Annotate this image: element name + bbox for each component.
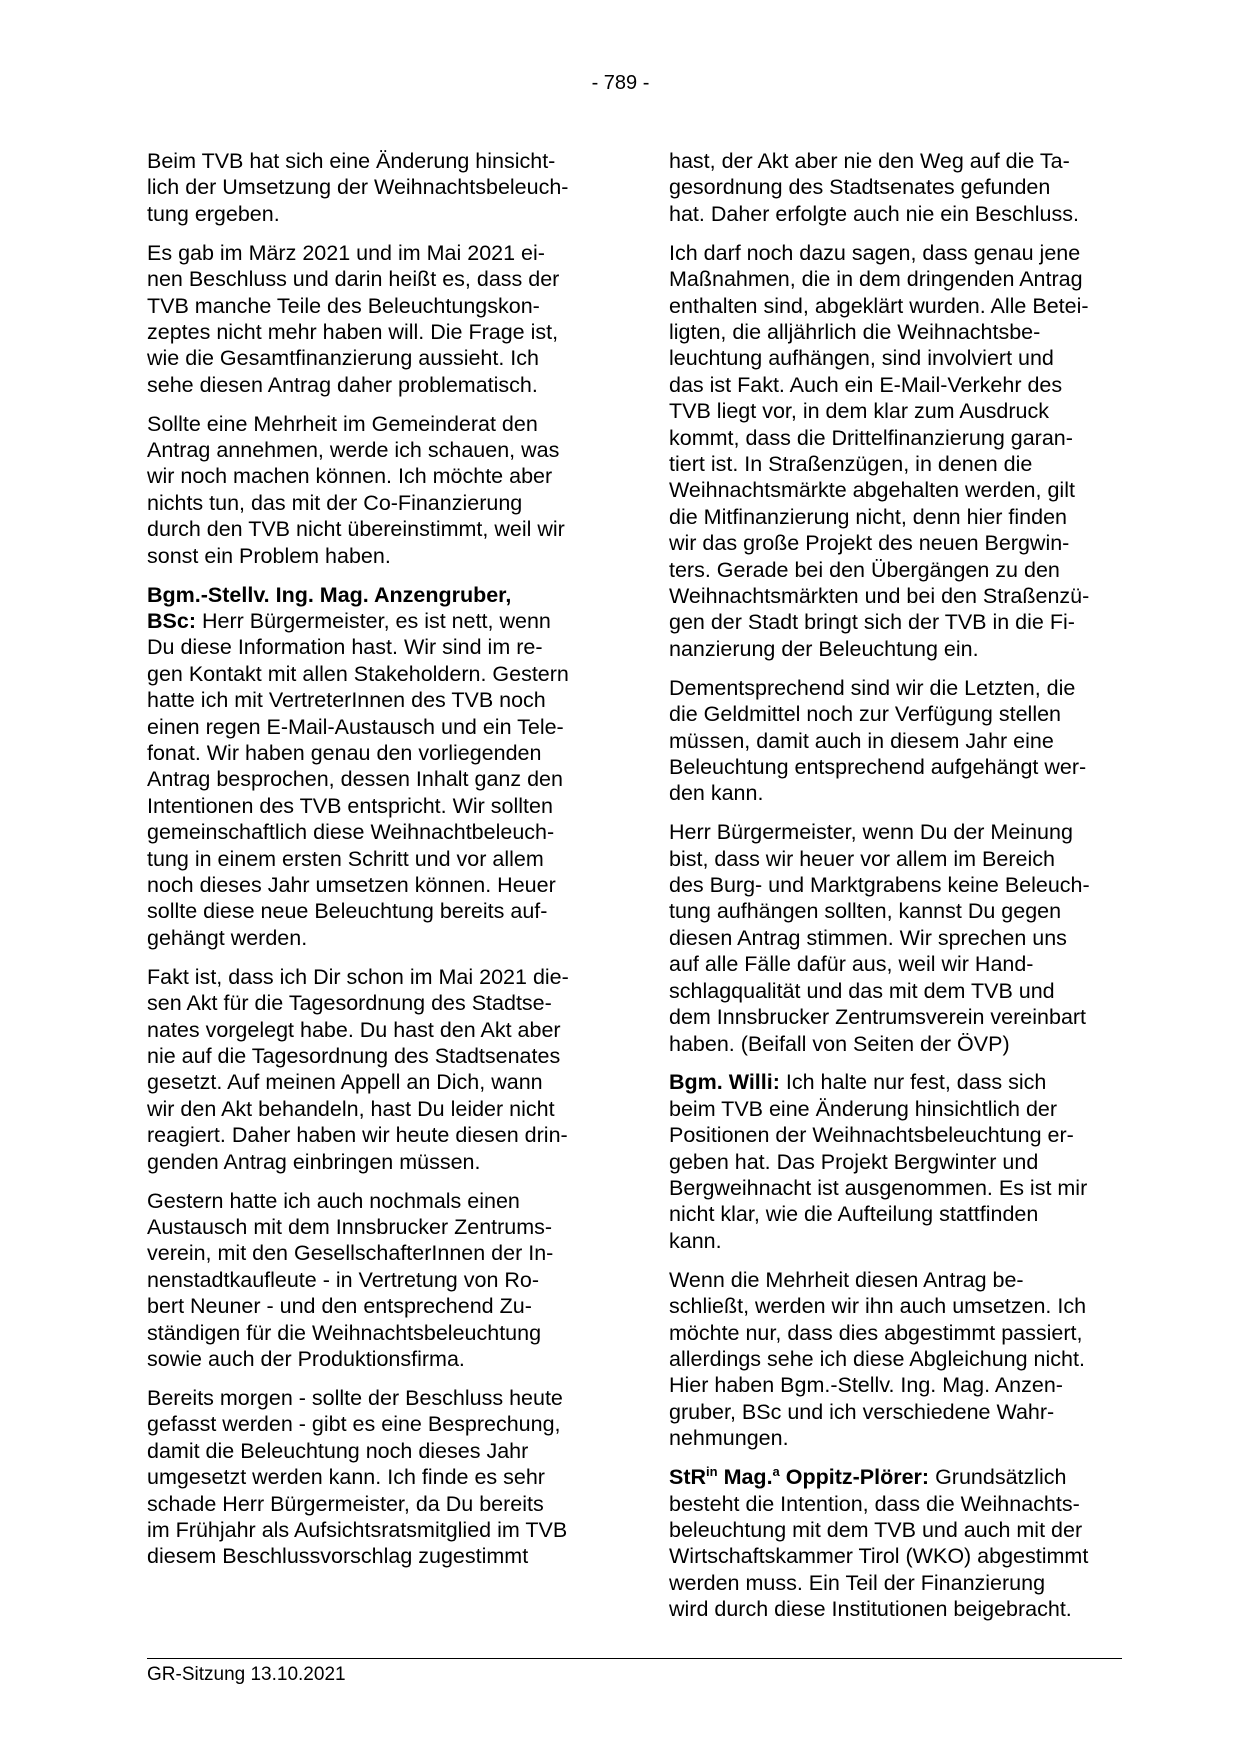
text-line: Weihnachtsmärkte abgehalten werden, gilt: [669, 478, 1075, 503]
paragraph: [147, 1188, 605, 1373]
text-line: tiert ist. In Straßenzügen, in denen die: [669, 451, 1033, 476]
text-line: wir noch machen können. Ich möchte aber: [147, 464, 553, 489]
paragraph: [669, 1267, 1127, 1452]
text-line: ters. Gerade bei den Übergängen zu den: [669, 557, 1060, 582]
speaker-text: Herr Bürgermeister, es ist nett, wenn: [195, 609, 551, 633]
text-line: das ist Fakt. Auch ein E-Mail-Verkehr des: [669, 372, 1063, 397]
text-line: Antrag besprochen, dessen Inhalt ganz den: [147, 767, 563, 792]
right-column: [669, 148, 1127, 1635]
text-line: damit die Beleuchtung noch dieses Jahr: [147, 1438, 529, 1463]
text-line: zeptes nicht mehr haben will. Die Frage ist,: [147, 319, 559, 344]
paragraph: [669, 675, 1127, 807]
speaker-name: Bgm.-Stellv. Ing. Mag. Anzengruber,: [147, 582, 512, 607]
text-line: Es gab im März 2021 und im Mai 2021 ei-: [147, 240, 545, 265]
text-line: sowie auch der Produktionsfirma.: [147, 1346, 465, 1371]
text-line: gesordnung des Stadtsenates gefunden: [669, 175, 1051, 200]
text-line: bist, dass wir heuer vor allem im Bereich: [669, 846, 1055, 871]
text-line: noch dieses Jahr umsetzen können. Heuer: [147, 873, 556, 898]
text-line: sehe diesen Antrag daher problematisch.: [147, 372, 538, 397]
text-line: diesen Antrag stimmen. Wir sprechen uns: [669, 925, 1067, 950]
text-line: nanzierung der Beleuchtung ein.: [669, 636, 979, 661]
text-line: des Burg- und Marktgrabens keine Beleuch-: [669, 873, 1090, 898]
text-line: schlagqualität und das mit dem TVB und: [669, 978, 1055, 1003]
speaker-paragraph-anzengruber: [147, 582, 605, 952]
text-line: reagiert. Daher haben wir heute diesen drin-: [147, 1123, 568, 1148]
text-line: kann.: [669, 1228, 722, 1253]
text-line: Positionen der Weihnachtsbeleuchtung er-: [669, 1123, 1074, 1148]
text-line: sollte diese neue Beleuchtung bereits auf-: [147, 899, 548, 924]
text-line: ständigen für die Weihnachtsbeleuchtung: [147, 1320, 542, 1345]
text-line: durch den TVB nicht übereinstimmt, weil wir: [147, 517, 565, 542]
text-line: sonst ein Problem haben.: [147, 543, 391, 568]
text-line: gen der Stadt bringt sich der TVB in die Fi-: [669, 610, 1075, 635]
text-line: wir den Akt behandeln, hast Du leider nicht: [147, 1096, 555, 1121]
text-line: enthalten sind, abgeklärt wurden. Alle Betei-: [669, 293, 1089, 318]
page-number: - 789 -: [591, 72, 650, 94]
text-line: wir das große Projekt des neuen Bergwin-: [669, 531, 1070, 556]
text-line: allerdings sehe ich diese Abgleichung nicht.: [669, 1346, 1085, 1371]
paragraph-lines: [147, 634, 605, 951]
text-line: nenstadtkaufleute - in Vertretung von Ro-: [147, 1267, 540, 1292]
text-line: Intentionen des TVB entspricht. Wir sollten: [147, 793, 553, 818]
text-line: werden muss. Ein Teil der Finanzierung: [669, 1570, 1046, 1595]
text-line: dem Innsbrucker Zentrumsverein vereinbart: [669, 1005, 1087, 1030]
text-line: ligten, die alljährlich die Weihnachtsbe-: [669, 319, 1041, 344]
text-line: Fakt ist, dass ich Dir schon im Mai 2021 die-: [147, 964, 569, 989]
paragraph: [669, 819, 1127, 1057]
text-line: wird durch diese Institutionen beigebracht.: [669, 1597, 1072, 1622]
paragraph: [147, 411, 605, 569]
text-line: Antrag annehmen, werde ich schauen, was: [147, 438, 560, 463]
speaker-paragraph-oppitz-ploerer: [669, 1464, 1127, 1622]
text-line: Ich darf noch dazu sagen, dass genau jene: [669, 240, 1081, 265]
text-line: nichts tun, das mit der Co-Finanzierung: [147, 490, 523, 515]
text-line: fonat. Wir haben genau den vorliegenden: [147, 741, 542, 766]
text-line: hat. Daher erfolgte auch nie ein Beschluss.: [669, 201, 1079, 226]
text-line: Wirtschaftskammer Tirol (WKO) abgestimmt: [669, 1544, 1089, 1569]
text-line: Wenn die Mehrheit diesen Antrag be-: [669, 1267, 1024, 1292]
text-line: hatte ich mit VertreterInnen des TVB noch: [147, 688, 546, 713]
text-line: kommt, dass die Drittelfinanzierung garan-: [669, 425, 1073, 450]
speaker-text: Ich halte nur fest, dass sich: [779, 1070, 1047, 1095]
text-line: die Mitfinanzierung nicht, denn hier finden: [669, 504, 1068, 529]
paragraph: [669, 240, 1127, 663]
speaker-name: Bgm. Willi:: [669, 1070, 780, 1095]
paragraph: [147, 148, 605, 227]
text-line: nie auf die Tagesordnung des Stadtsenates: [147, 1044, 561, 1068]
text-line: gesetzt. Auf meinen Appell an Dich, wann: [147, 1070, 543, 1095]
text-line: nen Beschluss und darin heißt es, dass der: [147, 267, 560, 292]
text-line: leuchtung aufhängen, sind involviert und: [669, 346, 1054, 371]
text-line: im Frühjahr als Aufsichtsratsmitglied im TVB: [147, 1517, 568, 1542]
speaker-text: Grundsätzlich: [929, 1465, 1067, 1490]
text-line: verein, mit den GesellschafterInnen der In-: [147, 1241, 554, 1266]
paragraph-lines: [669, 1491, 1127, 1623]
text-line: auf alle Fälle dafür aus, weil wir Hand-: [669, 952, 1034, 977]
text-line: nicht klar, wie die Aufteilung stattfinden: [669, 1202, 1039, 1227]
text-line: TVB manche Teile des Beleuchtungskon-: [147, 293, 540, 318]
text-line: Du diese Information hast. Wir sind im re-: [147, 635, 543, 660]
text-line: Beleuchtung entsprechend aufgehängt wer-: [669, 754, 1087, 779]
paragraph: [147, 964, 605, 1175]
text-line: beim TVB eine Änderung hinsichtlich der: [669, 1096, 1058, 1121]
text-line: Beim TVB hat sich eine Änderung hinsicht-: [147, 149, 556, 173]
text-line: gemeinschaftlich diese Weihnachtbeleuch-: [147, 820, 555, 845]
text-line: umgesetzt werden kann. Ich finde es sehr: [147, 1465, 545, 1490]
text-line: möchte nur, dass dies abgestimmt passiert,: [669, 1320, 1083, 1345]
text-line: gehängt werden.: [147, 925, 308, 950]
footer-session-label: GR-Sitzung 13.10.2021: [147, 1664, 346, 1685]
text-line: tung ergeben.: [147, 201, 280, 226]
text-line: Gestern hatte ich auch nochmals einen: [147, 1188, 520, 1213]
paragraph-lines: [669, 1096, 1127, 1254]
text-line: Sollte eine Mehrheit im Gemeinderat den: [147, 411, 538, 436]
text-line: den kann.: [669, 781, 764, 806]
text-line: genden Antrag einbringen müssen.: [147, 1149, 481, 1174]
text-line: bert Neuner - und den entsprechend Zu-: [147, 1294, 532, 1319]
paragraph: [147, 1385, 605, 1570]
left-column: [147, 148, 605, 1582]
paragraph: [147, 240, 605, 398]
text-line: beleuchtung mit dem TVB und auch mit der: [669, 1517, 1083, 1542]
text-line: schließt, werden wir ihn auch umsetzen. Ich: [669, 1294, 1087, 1319]
text-line: geben hat. Das Projekt Bergwinter und: [669, 1149, 1039, 1174]
text-line: nates vorgelegt habe. Du hast den Akt aber: [147, 1017, 561, 1042]
text-line: lich der Umsetzung der Weihnachtsbeleuch-: [147, 175, 569, 200]
text-line: Hier haben Bgm.-Stellv. Ing. Mag. Anzen-: [669, 1373, 1063, 1398]
text-line: gefasst werden - gibt es eine Besprechung,: [147, 1412, 561, 1437]
text-line: haben. (Beifall von Seiten der ÖVP): [669, 1031, 1010, 1056]
text-line: sen Akt für die Tagesordnung des Stadtse-: [147, 991, 552, 1016]
text-line: Maßnahmen, die in dem dringenden Antrag: [669, 267, 1083, 292]
speaker-name-suffix: BSc:: [147, 609, 196, 633]
speaker-name: StR$^{in}$ Mag.$^a$ Oppitz-Plörer:: [669, 1463, 930, 1490]
text-line: tung in einem ersten Schritt und vor allem: [147, 846, 544, 871]
text-line: wie die Gesamtfinanzierung aussieht. Ich: [147, 346, 539, 371]
text-line: Herr Bürgermeister, wenn Du der Meinung: [669, 820, 1073, 845]
text-line: tung aufhängen sollten, kannst Du gegen: [669, 899, 1062, 924]
paragraph: [669, 148, 1127, 227]
text-line: gen Kontakt mit allen Stakeholdern. Gestern: [147, 661, 569, 686]
text-line: einen regen E-Mail-Austausch und ein Tele-: [147, 714, 564, 739]
text-line: die Geldmittel noch zur Verfügung stellen: [669, 702, 1062, 727]
text-line: müssen, damit auch in diesem Jahr eine: [669, 728, 1054, 753]
text-line: hast, der Akt aber nie den Weg auf die Ta-: [669, 149, 1070, 173]
text-line: TVB liegt vor, in dem klar zum Ausdruck: [669, 399, 1049, 424]
text-line: besteht die Intention, dass die Weihnachts-: [669, 1491, 1080, 1516]
text-line: Bergweihnacht ist ausgenommen. Es ist mir: [669, 1176, 1088, 1201]
text-line: diesem Beschlussvorschlag zugestimmt: [147, 1544, 529, 1569]
text-line: nehmungen.: [669, 1426, 789, 1451]
text-line: Weihnachtsmärkten und bei den Straßenzü-: [669, 584, 1090, 608]
footer-divider: [147, 1658, 1122, 1659]
text-line: gruber, BSc und ich verschiedene Wahr-: [669, 1399, 1055, 1424]
text-line: Austausch mit dem Innsbrucker Zentrums-: [147, 1214, 553, 1239]
text-line: Bereits morgen - sollte der Beschluss heute: [147, 1385, 563, 1410]
text-line: schade Herr Bürgermeister, da Du bereits: [147, 1491, 544, 1516]
speaker-paragraph-willi: [669, 1069, 1127, 1254]
text-line: Dementsprechend sind wir die Letzten, die: [669, 675, 1076, 700]
